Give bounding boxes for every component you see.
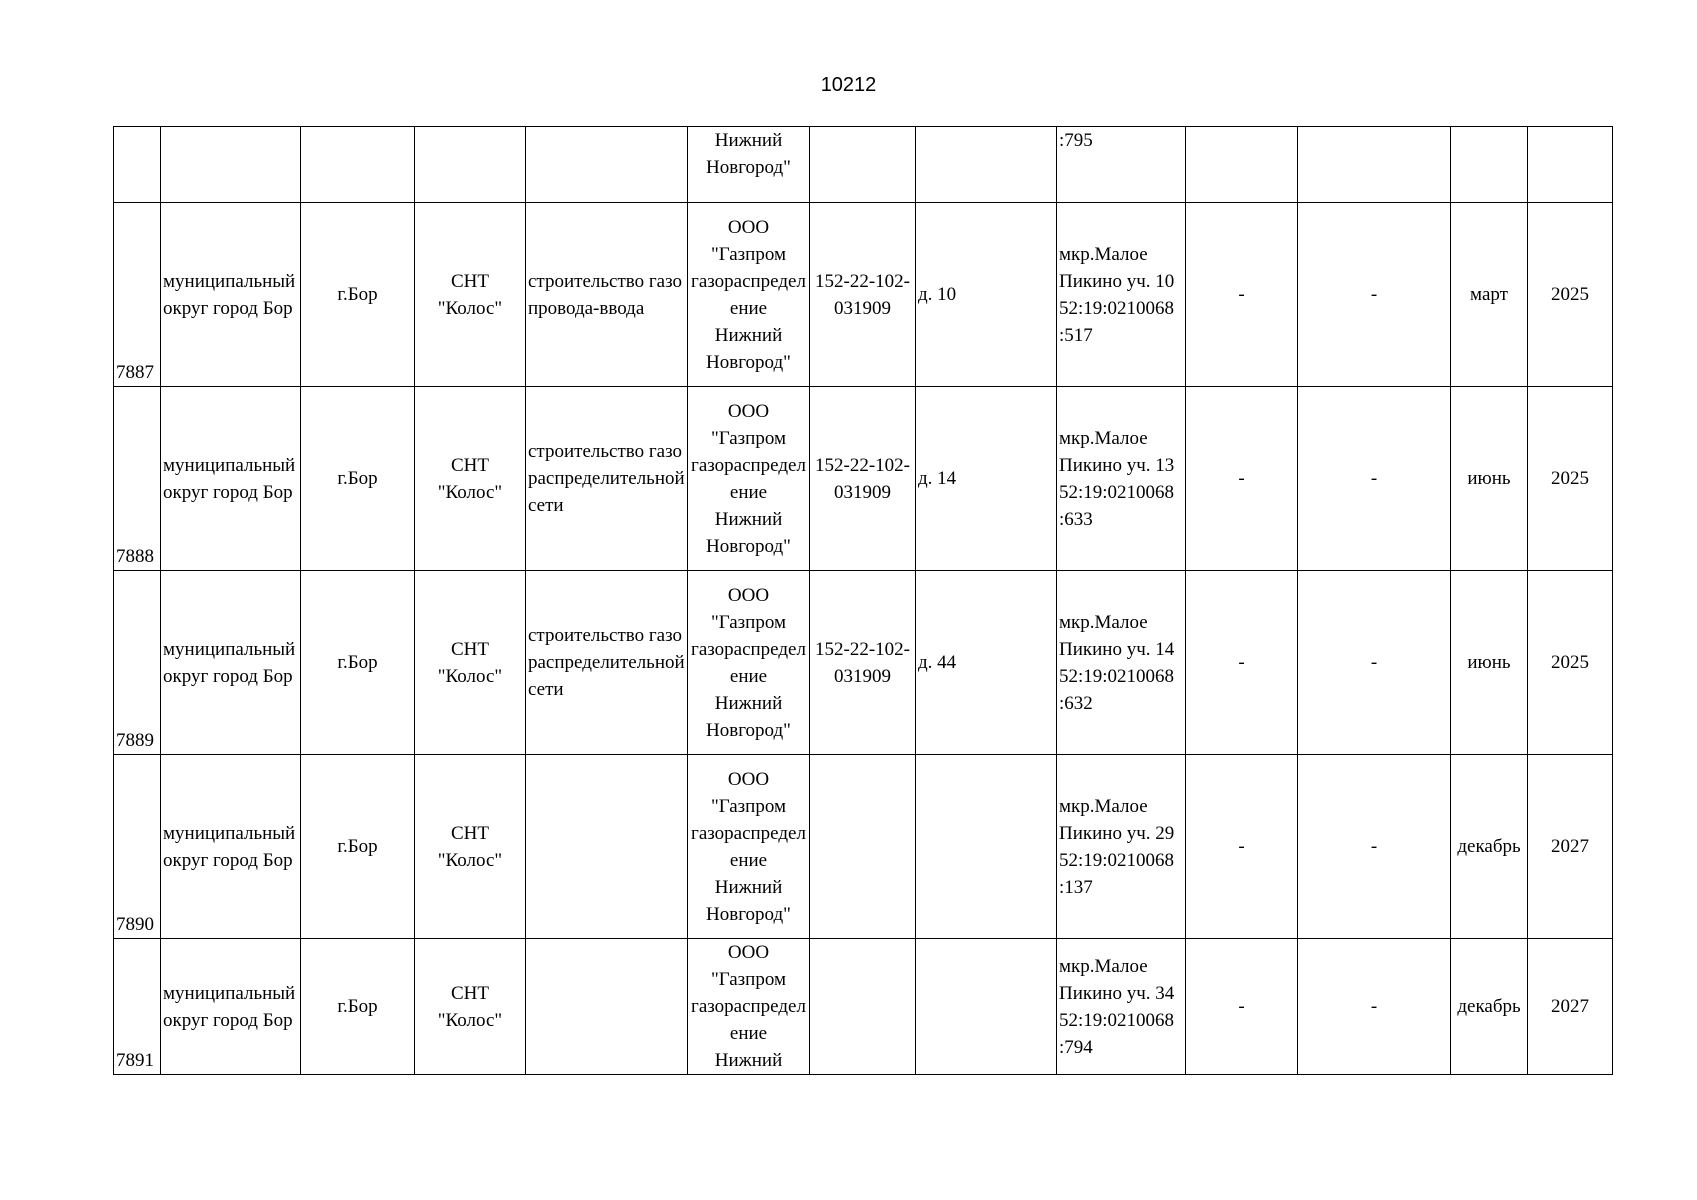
organization-cell: ООО "Газпром газораспределение Нижний Новгород" <box>688 571 810 755</box>
area-cell: СНТ "Колос" <box>415 571 526 755</box>
table-row <box>114 203 1613 387</box>
house-cell: д. 44 <box>916 571 1057 755</box>
month-cell: июнь <box>1451 387 1528 571</box>
column-11-cell: - <box>1298 571 1451 755</box>
contract-number-cell: 152-22-102-031909 <box>810 387 916 571</box>
house-cell: д. 10 <box>916 203 1057 387</box>
year-cell: 2027 <box>1528 755 1613 939</box>
work-type-cell <box>526 127 688 203</box>
municipality-cell: муниципальный округ город Бор <box>161 387 301 571</box>
house-cell <box>916 127 1057 203</box>
table-row <box>114 939 1613 1075</box>
municipality-cell: муниципальный округ город Бор <box>161 755 301 939</box>
column-11-cell: - <box>1298 755 1451 939</box>
area-cell <box>415 127 526 203</box>
month-cell: декабрь <box>1451 755 1528 939</box>
area-cell: СНТ "Колос" <box>415 387 526 571</box>
column-11-cell <box>1298 127 1451 203</box>
work-type-cell <box>526 755 688 939</box>
municipality-cell: муниципальный округ город Бор <box>161 939 301 1075</box>
address-cell: мкр.Малое Пикино уч. 34 52:19:0210068 :794 <box>1057 939 1186 1075</box>
year-cell <box>1528 127 1613 203</box>
settlement-cell <box>301 127 415 203</box>
table-row <box>114 387 1613 571</box>
column-11-cell: - <box>1298 939 1451 1075</box>
work-type-cell <box>526 939 688 1075</box>
area-cell: СНТ "Колос" <box>415 203 526 387</box>
address-cell: мкр.Малое Пикино уч. 14 52:19:0210068 :632 <box>1057 571 1186 755</box>
organization-cell: ООО "Газпром газораспределение Нижний Новгород" <box>688 387 810 571</box>
page-number: 10212 <box>820 74 877 96</box>
address-cell: мкр.Малое Пикино уч. 29 52:19:0210068 :137 <box>1057 755 1186 939</box>
row-number-cell: 7891 <box>114 939 161 1075</box>
work-type-cell: строительство газопровода-ввода <box>526 203 688 387</box>
column-11-cell: - <box>1298 387 1451 571</box>
month-cell: декабрь <box>1451 939 1528 1075</box>
organization-cell: ООО "Газпром газораспределение Нижний <box>688 939 810 1075</box>
contract-number-cell <box>810 755 916 939</box>
settlement-cell: г.Бор <box>301 939 415 1075</box>
work-type-cell: строительство газораспределительной сети <box>526 571 688 755</box>
house-cell <box>916 755 1057 939</box>
address-cell: мкр.Малое Пикино уч. 10 52:19:0210068 :517 <box>1057 203 1186 387</box>
register-table <box>113 126 1613 1075</box>
row-number-cell: 7889 <box>114 571 161 755</box>
settlement-cell: г.Бор <box>301 571 415 755</box>
work-type-cell: строительство газораспределительной сети <box>526 387 688 571</box>
month-cell: март <box>1451 203 1528 387</box>
year-cell: 2025 <box>1528 203 1613 387</box>
municipality-cell <box>161 127 301 203</box>
column-10-cell: - <box>1186 203 1298 387</box>
house-cell: д. 14 <box>916 387 1057 571</box>
month-cell <box>1451 127 1528 203</box>
row-number-cell: 7890 <box>114 755 161 939</box>
contract-number-cell: 152-22-102-031909 <box>810 571 916 755</box>
column-10-cell: - <box>1186 755 1298 939</box>
table-row <box>114 127 1613 203</box>
house-cell <box>916 939 1057 1075</box>
column-11-cell: - <box>1298 203 1451 387</box>
settlement-cell: г.Бор <box>301 755 415 939</box>
row-number-cell: 7887 <box>114 203 161 387</box>
municipality-cell: муниципальный округ город Бор <box>161 203 301 387</box>
contract-number-cell: 152-22-102-031909 <box>810 203 916 387</box>
area-cell: СНТ "Колос" <box>415 755 526 939</box>
year-cell: 2025 <box>1528 571 1613 755</box>
column-10-cell: - <box>1186 387 1298 571</box>
column-10-cell <box>1186 127 1298 203</box>
address-cell: мкр.Малое Пикино уч. 13 52:19:0210068 :633 <box>1057 387 1186 571</box>
settlement-cell: г.Бор <box>301 203 415 387</box>
row-number-cell <box>114 127 161 203</box>
column-10-cell: - <box>1186 939 1298 1075</box>
column-10-cell: - <box>1186 571 1298 755</box>
settlement-cell: г.Бор <box>301 387 415 571</box>
address-cell: :795 <box>1057 127 1186 203</box>
contract-number-cell <box>810 939 916 1075</box>
organization-cell: Нижний Новгород" <box>688 127 810 203</box>
contract-number-cell <box>810 127 916 203</box>
area-cell: СНТ "Колос" <box>415 939 526 1075</box>
organization-cell: ООО "Газпром газораспределение Нижний Новгород" <box>688 203 810 387</box>
year-cell: 2025 <box>1528 387 1613 571</box>
organization-cell: ООО "Газпром газораспределение Нижний Новгород" <box>688 755 810 939</box>
row-number-cell: 7888 <box>114 387 161 571</box>
year-cell: 2027 <box>1528 939 1613 1075</box>
municipality-cell: муниципальный округ город Бор <box>161 571 301 755</box>
month-cell: июнь <box>1451 571 1528 755</box>
table-row <box>114 571 1613 755</box>
table-row <box>114 755 1613 939</box>
